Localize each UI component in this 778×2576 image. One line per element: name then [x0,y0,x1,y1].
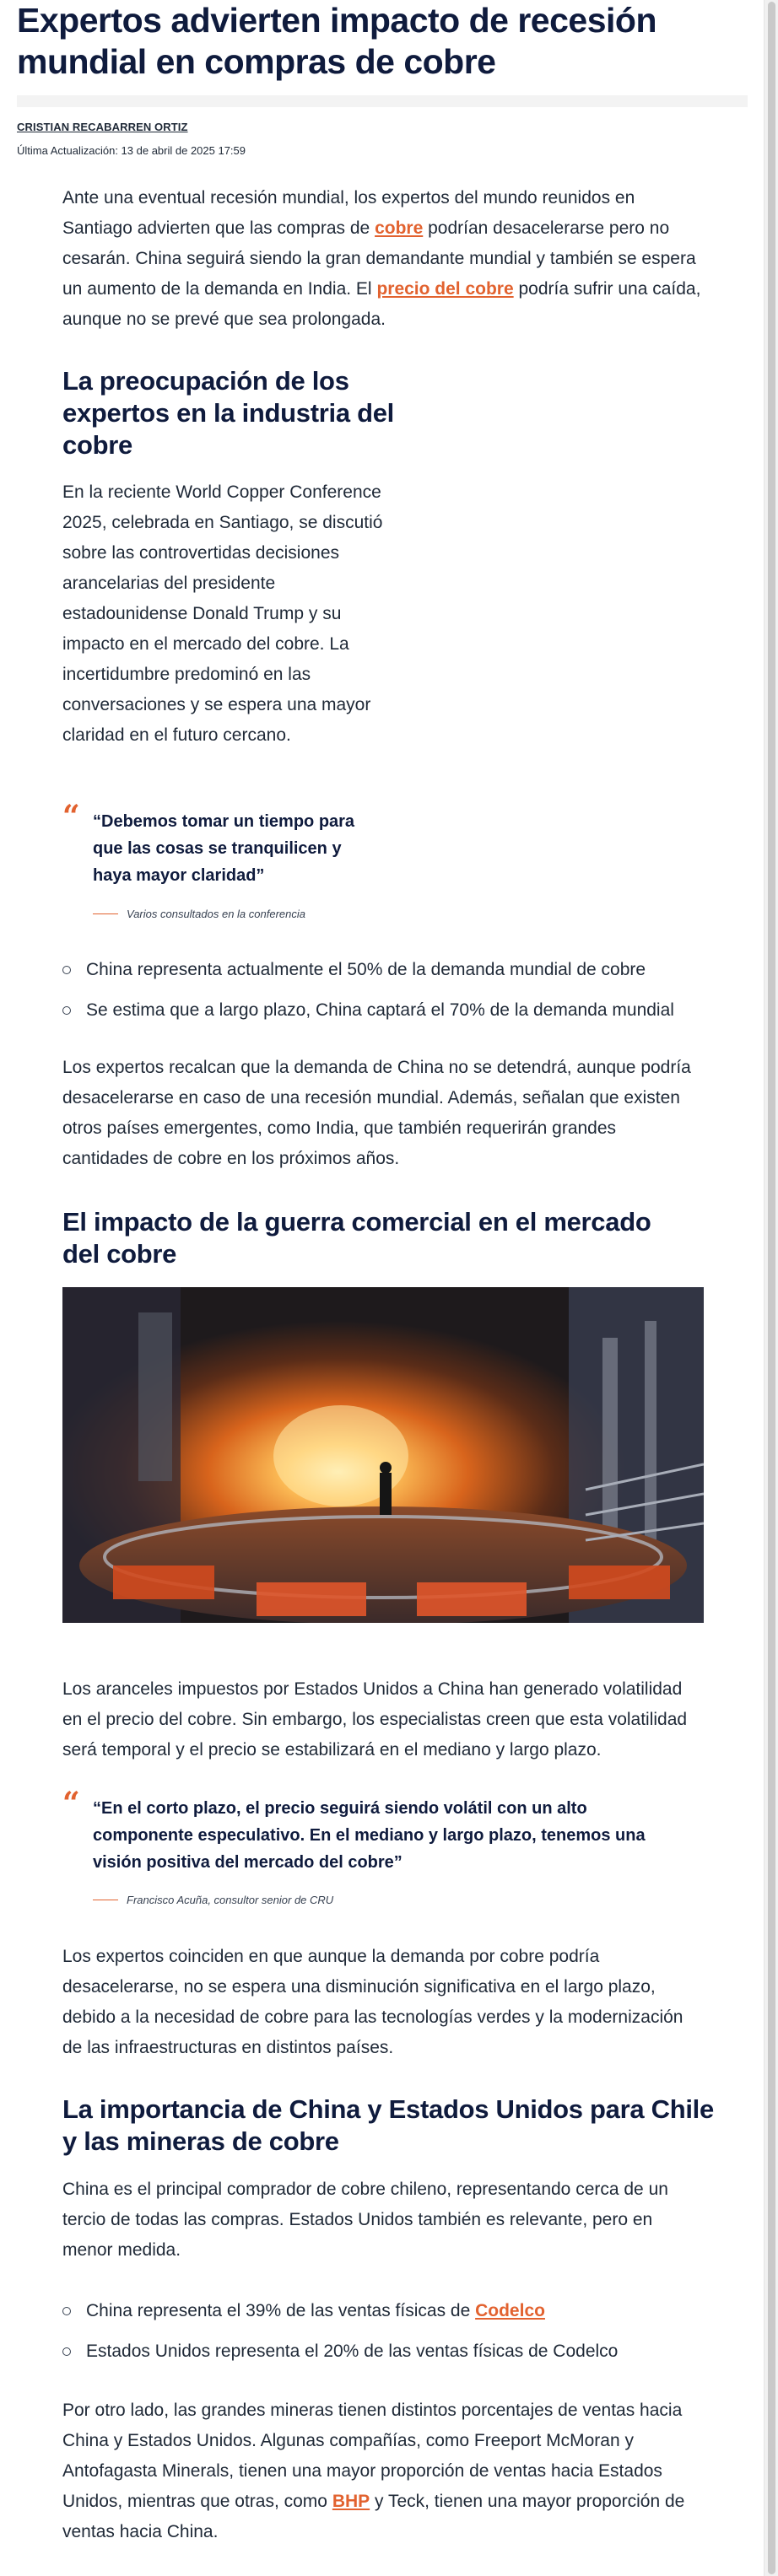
author-link[interactable]: CRISTIAN RECABARREN ORTIZ [17,121,188,133]
list-item-text: Estados Unidos representa el 20% de las ventas físicas de Codelco [86,2342,619,2361]
scrollbar-thumb[interactable] [768,2,775,2574]
quote-source [93,908,305,920]
codelco-link[interactable]: Codelco [475,2301,545,2320]
quote-source-text: Varios consultados en la conferencia [127,908,305,920]
section3-paragraph: China es el principal comprador de cobre chileno, representando cerca de un tercio de todas las compras. Estados Unidos también es relevante, pero en menor medida. [62,2180,668,2260]
section3-heading: La importancia de China y Estados Unidos para Chile y las mineras de cobre [62,2094,714,2156]
section3-paragraph-2 [62,2395,704,2547]
scrollbar[interactable] [764,0,778,2576]
updated-timestamp: Última Actualización: 13 de abril de 2025 17:59 [17,144,246,157]
bullet-icon [62,2307,71,2315]
p2-text-1: Por otro lado, las grandes mineras tienen distintos porcentajes de ventas hacia China y Estados Unidos. Algunas compañías, como Freeport McMoran y Antofagasta Minerals, tienen una mayor proporción de ventas hacia Estados Unidos, mientras que otras, como [62,2401,683,2511]
intro-paragraph [62,183,704,335]
quote-mark-icon: “ [62,1786,80,1821]
bullet-icon [62,966,71,974]
article-title: Expertos advierten impacto de recesión mundial en compras de cobre [17,1,656,81]
list-item [62,2296,721,2326]
intro-text-1: Ante una eventual recesión mundial, los expertos del mundo reunidos en Santiago advierten que las compras de [62,188,635,238]
quote-text: “Debemos tomar un tiempo para que las cosas se tranquilicen y haya mayor claridad” [93,812,355,885]
quote-line [93,913,118,914]
section2-heading: El impacto de la guerra comercial en el mercado del cobre [62,1207,651,1269]
list-item-text: China representa el 39% de las ventas físicas de [86,2301,476,2320]
cobre-link[interactable]: cobre [375,218,424,238]
intro-text-3: podría sufrir una caída, aunque no se prevé que sea prolongada. [62,279,701,329]
list-item [62,955,721,985]
quote-block-2 [62,1786,704,1921]
bullet-list-2 [62,2296,721,2377]
intro-text-2: podrían desacelerarse pero no cesarán. China seguirá siendo la gran demandante mundial y también se espera un aumento de la demanda en India. El [62,218,696,299]
list-item-text: China representa actualmente el 50% de la demanda mundial de cobre [86,960,646,979]
quote-block-1 [62,799,383,926]
quote-text: “En el corto plazo, el precio seguirá siendo volátil con un alto componente especulativo. En el mediano y largo plazo, tenemos una visión positiva del mercado del cobre” [93,1799,646,1872]
section1-paragraph-2: Los expertos recalcan que la demanda de China no se detendrá, aunque podría desacelerarse en caso de una recesión mundial. Además, señalan que existen otros países emergentes, como India, que también requerirán grandes cantidades de cobre en los próximos años. [62,1058,691,1168]
section1-paragraph: En la reciente World Copper Conference 2025, celebrada en Santiago, se discutió sobre las controvertidas decisiones arancelarias del presidente estadounidense Donald Trump y su impacto en el mercado del cobre. La incertidumbre predominó en las conversaciones y se espera una mayor claridad en el futuro cercano. [62,482,383,745]
section1-heading: La preocupación de los expertos en la industria del cobre [62,366,394,460]
quote-mark-icon: “ [62,799,80,834]
title-divider [17,95,748,107]
precio-del-cobre-link[interactable]: precio del cobre [376,279,514,299]
bullet-icon [62,2347,71,2356]
section2-paragraph-2: Los expertos coinciden en que aunque la demanda por cobre podría desacelerarse, no se espera una disminución significativa en el largo plazo, debido a la necesidad de cobre para las tecnologías verdes y la modernización de las infraestructuras en distintos países. [62,1947,683,2057]
bhp-link[interactable]: BHP [332,2492,370,2511]
list-item-text: Se estima que a largo plazo, China captará el 70% de la demanda mundial [86,1000,674,1020]
p2-text-2: y Teck, tienen una mayor proporción de ventas hacia China. [62,2492,685,2541]
quote-source [93,1894,333,1906]
quote-source-text: Francisco Acuña, consultor senior de CRU [127,1894,334,1906]
section2-paragraph: Los aranceles impuestos por Estados Unidos a China han generado volatilidad en el precio del cobre. Sin embargo, los especialistas creen que esta volatilidad será temporal y el precio se estabilizará en el mediano y largo plazo. [62,1679,688,1760]
bullet-list-1 [62,955,721,1036]
copper-smelter-photo [62,1287,704,1623]
bullet-icon [62,1006,71,1015]
list-item [62,2336,721,2367]
list-item [62,995,721,1026]
